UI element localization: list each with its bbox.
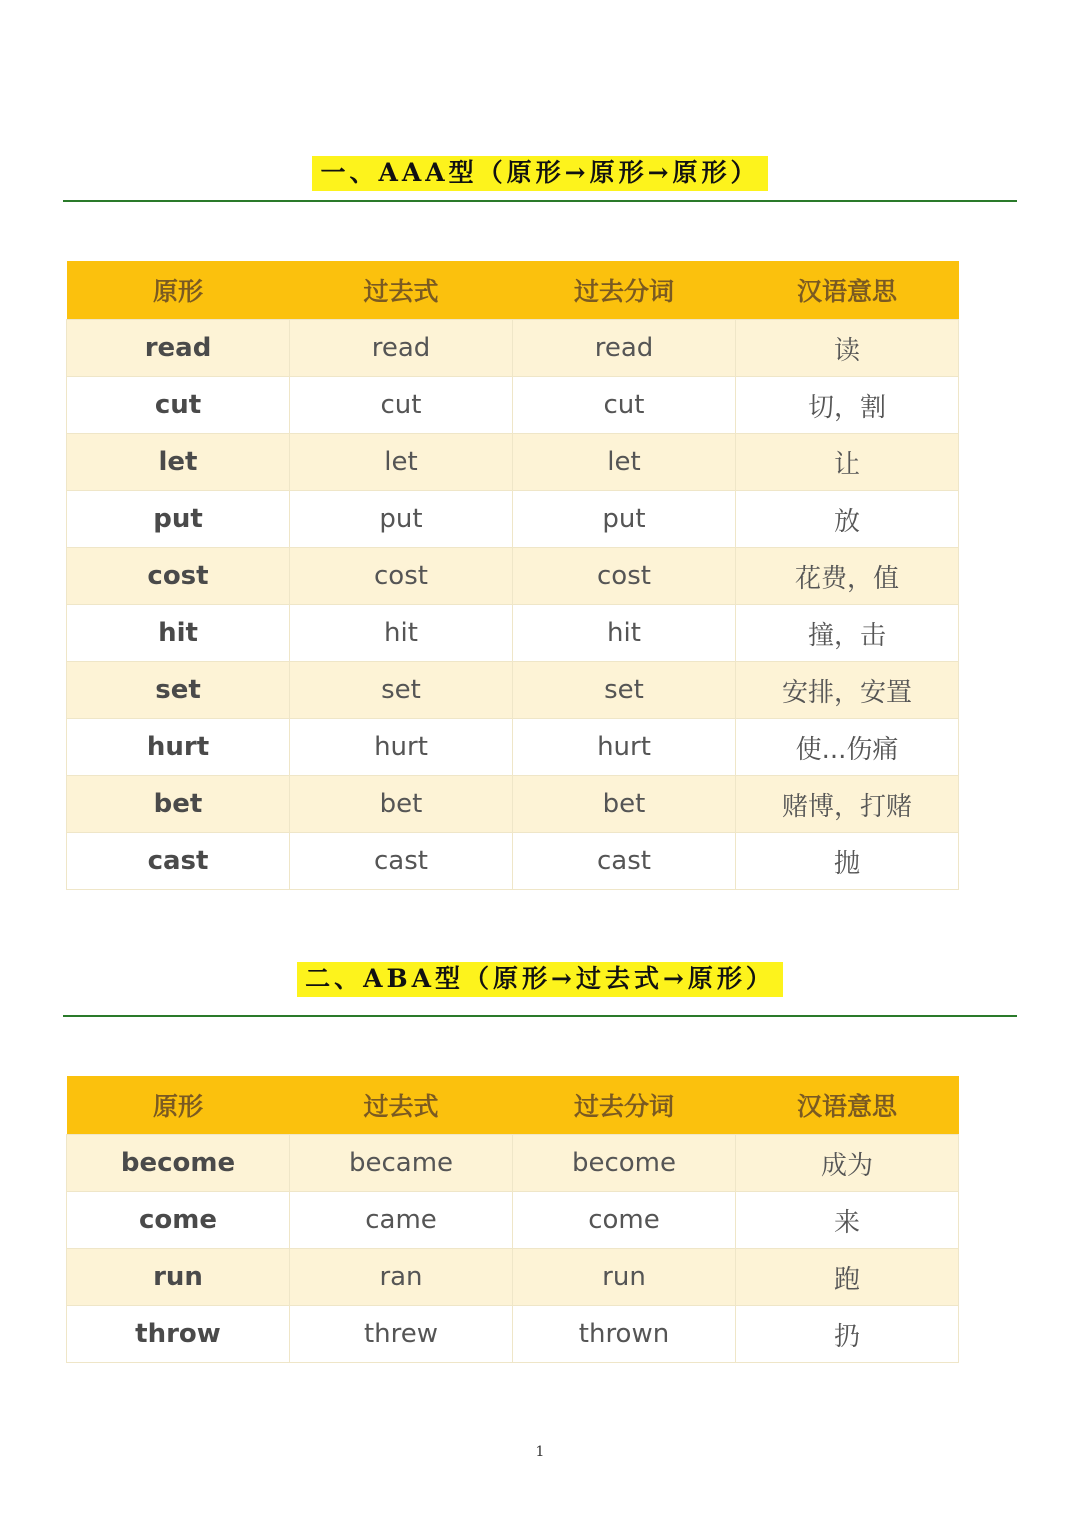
cell-chinese-meaning: 切，割	[736, 377, 959, 434]
cell-past-participle: hurt	[513, 719, 736, 776]
cell-past-tense: put	[290, 491, 513, 548]
cell-base-form: become	[67, 1135, 290, 1192]
cell-past-tense: ran	[290, 1249, 513, 1306]
aaa-verb-table	[66, 261, 959, 890]
cell-past-participle: become	[513, 1135, 736, 1192]
table-row	[67, 1192, 959, 1249]
section-2-title-wrap	[0, 962, 1080, 997]
cell-base-form: put	[67, 491, 290, 548]
cell-base-form: bet	[67, 776, 290, 833]
cell-base-form: read	[67, 320, 290, 377]
section-2-title: 二、ABA型（原形→过去式→原形）	[297, 962, 783, 997]
table-row	[67, 1249, 959, 1306]
cell-base-form: let	[67, 434, 290, 491]
header-base-form: 原形	[67, 1076, 290, 1135]
page-number: 1	[535, 1444, 545, 1460]
section-1-title-wrap	[0, 156, 1080, 191]
section-1-title: 一、AAA型（原形→原形→原形）	[312, 156, 767, 191]
aba-verb-table	[66, 1076, 959, 1363]
cell-past-tense: hurt	[290, 719, 513, 776]
cell-chinese-meaning: 来	[736, 1192, 959, 1249]
cell-base-form: cut	[67, 377, 290, 434]
table-row	[67, 719, 959, 776]
cell-past-participle: set	[513, 662, 736, 719]
table-header-row	[67, 1076, 959, 1135]
table-row	[67, 1306, 959, 1363]
table-row	[67, 548, 959, 605]
cell-chinese-meaning: 放	[736, 491, 959, 548]
cell-past-participle: cost	[513, 548, 736, 605]
cell-base-form: hurt	[67, 719, 290, 776]
cell-past-tense: hit	[290, 605, 513, 662]
cell-past-participle: bet	[513, 776, 736, 833]
header-past-participle: 过去分词	[513, 1076, 736, 1135]
section-2-divider	[63, 1015, 1017, 1017]
cell-past-tense: cost	[290, 548, 513, 605]
table-row	[67, 377, 959, 434]
header-chinese-meaning: 汉语意思	[736, 1076, 959, 1135]
cell-past-tense: let	[290, 434, 513, 491]
cell-past-tense: threw	[290, 1306, 513, 1363]
cell-past-tense: came	[290, 1192, 513, 1249]
table-header-row	[67, 261, 959, 320]
table-row	[67, 776, 959, 833]
cell-past-tense: cut	[290, 377, 513, 434]
cell-base-form: throw	[67, 1306, 290, 1363]
cell-base-form: set	[67, 662, 290, 719]
cell-past-participle: cast	[513, 833, 736, 890]
cell-base-form: cost	[67, 548, 290, 605]
cell-past-participle: hit	[513, 605, 736, 662]
section-1-divider	[63, 200, 1017, 202]
cell-base-form: cast	[67, 833, 290, 890]
cell-chinese-meaning: 读	[736, 320, 959, 377]
header-past-tense: 过去式	[290, 261, 513, 320]
cell-past-tense: bet	[290, 776, 513, 833]
header-chinese-meaning: 汉语意思	[736, 261, 959, 320]
table-row	[67, 605, 959, 662]
cell-past-participle: cut	[513, 377, 736, 434]
cell-chinese-meaning: 扔	[736, 1306, 959, 1363]
cell-chinese-meaning: 赌博，打赌	[736, 776, 959, 833]
cell-past-tense: set	[290, 662, 513, 719]
cell-chinese-meaning: 安排，安置	[736, 662, 959, 719]
cell-chinese-meaning: 抛	[736, 833, 959, 890]
cell-past-participle: thrown	[513, 1306, 736, 1363]
cell-past-tense: cast	[290, 833, 513, 890]
table-row	[67, 833, 959, 890]
cell-base-form: run	[67, 1249, 290, 1306]
table-row	[67, 1135, 959, 1192]
cell-past-participle: run	[513, 1249, 736, 1306]
table-row	[67, 491, 959, 548]
aba-table-body	[67, 1135, 959, 1363]
table-row	[67, 434, 959, 491]
table-row	[67, 320, 959, 377]
cell-chinese-meaning: 使...伤痛	[736, 719, 959, 776]
cell-past-participle: read	[513, 320, 736, 377]
header-past-tense: 过去式	[290, 1076, 513, 1135]
header-past-participle: 过去分词	[513, 261, 736, 320]
header-base-form: 原形	[67, 261, 290, 320]
cell-past-tense: became	[290, 1135, 513, 1192]
cell-chinese-meaning: 让	[736, 434, 959, 491]
cell-past-tense: read	[290, 320, 513, 377]
aaa-table-body	[67, 320, 959, 890]
cell-base-form: hit	[67, 605, 290, 662]
cell-chinese-meaning: 成为	[736, 1135, 959, 1192]
cell-chinese-meaning: 跑	[736, 1249, 959, 1306]
cell-base-form: come	[67, 1192, 290, 1249]
table-row	[67, 662, 959, 719]
cell-past-participle: come	[513, 1192, 736, 1249]
cell-chinese-meaning: 花费，值	[736, 548, 959, 605]
cell-chinese-meaning: 撞，击	[736, 605, 959, 662]
cell-past-participle: put	[513, 491, 736, 548]
cell-past-participle: let	[513, 434, 736, 491]
